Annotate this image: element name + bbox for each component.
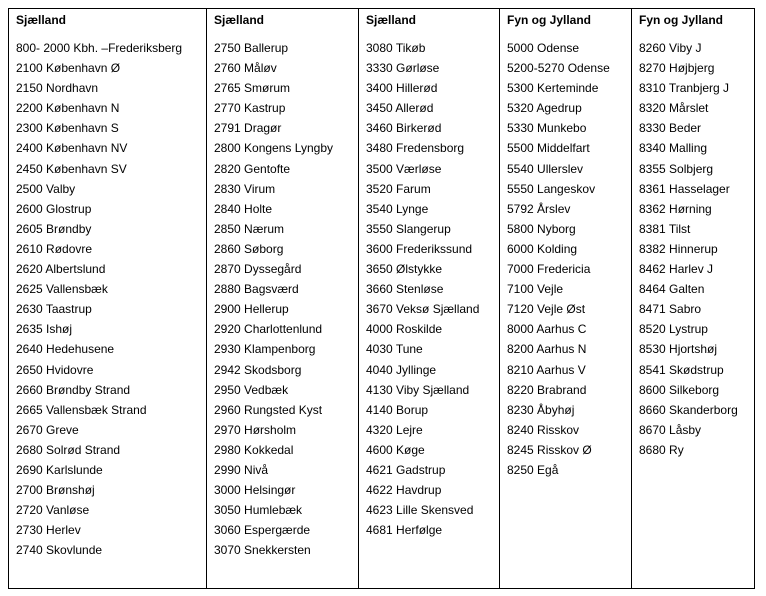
postal-entry: 5500 Middelfart	[507, 141, 590, 156]
postal-entry: 4130 Viby Sjælland	[366, 382, 470, 397]
postal-entry: 4621 Gadstrup	[366, 462, 446, 477]
postal-entry: 8270 Højbjerg	[639, 61, 715, 76]
postal-entry: 2640 Hedehusene	[16, 342, 115, 357]
column-header: Sjælland	[16, 13, 67, 27]
postal-entry: 5320 Agedrup	[507, 101, 582, 116]
postal-entry: 2820 Gentofte	[214, 161, 291, 176]
column-header: Sjælland	[214, 13, 265, 27]
postal-entry: 5540 Ullerslev	[507, 161, 584, 176]
column-header: Fyn og Jylland	[507, 13, 592, 27]
column-header: Fyn og Jylland	[639, 13, 724, 27]
postal-entry: 4030 Tune	[366, 342, 423, 357]
postal-entry: 8520 Lystrup	[639, 322, 708, 337]
postal-entry: 2760 Måløv	[214, 61, 277, 76]
postal-entry: 8660 Skanderborg	[639, 402, 738, 417]
postal-entry: 2450 København SV	[16, 161, 127, 176]
postal-entry: 2791 Dragør	[214, 121, 282, 136]
postal-entry: 3330 Gørløse	[366, 61, 440, 76]
postal-entry: 5550 Langeskov	[507, 181, 596, 196]
postal-entry: 3080 Tikøb	[366, 41, 426, 55]
postal-entry: 8361 Hasselager	[639, 181, 730, 196]
postal-list	[214, 40, 333, 562]
postal-entry: 2942 Skodsborg	[214, 362, 302, 377]
postal-entry: 2660 Brøndby Strand	[16, 382, 131, 397]
postal-entry: 4000 Roskilde	[366, 322, 443, 337]
postal-entry: 8200 Aarhus N	[507, 342, 587, 357]
postal-entry: 2850 Nærum	[214, 221, 285, 236]
postal-entry: 8310 Tranbjerg J	[639, 81, 730, 96]
postal-entry: 8000 Aarhus C	[507, 322, 587, 337]
postal-entry: 5330 Munkebo	[507, 121, 587, 136]
postal-entry: 4622 Havdrup	[366, 483, 442, 498]
postal-entry: 2625 Vallensbæk	[16, 282, 108, 297]
postal-entry: 2500 Valby	[16, 181, 76, 196]
postal-entry: 2100 København Ø	[16, 61, 121, 76]
postal-entry: 3670 Veksø Sjælland	[366, 302, 480, 317]
postal-entry: 8600 Silkeborg	[639, 382, 720, 397]
postal-entry: 8541 Skødstrup	[639, 362, 724, 377]
postal-entry: 2605 Brøndby	[16, 221, 92, 236]
postal-entry: 8462 Harlev J	[639, 262, 714, 277]
postal-entry: 2300 København S	[16, 121, 119, 136]
postal-code-table	[8, 8, 755, 589]
postal-entry: 2840 Holte	[214, 201, 273, 216]
postal-entry: 3650 Ølstykke	[366, 262, 443, 277]
postal-entry: 8260 Viby J	[639, 41, 702, 55]
postal-entry: 8471 Sabro	[639, 302, 702, 317]
column-fyn-jylland-2	[631, 9, 754, 588]
postal-entry: 3520 Farum	[366, 181, 431, 196]
postal-entry: 2670 Greve	[16, 422, 79, 437]
postal-entry: 5200-5270 Odense	[507, 61, 610, 76]
postal-entry: 4623 Lille Skensved	[366, 503, 474, 518]
postal-entry: 8340 Malling	[639, 141, 708, 156]
postal-entry: 8382 Hinnerup	[639, 241, 718, 256]
postal-entry: 3450 Allerød	[366, 101, 434, 116]
postal-entry: 3000 Helsingør	[214, 483, 296, 498]
postal-entry: 2630 Taastrup	[16, 302, 92, 317]
postal-entry: 7100 Vejle	[507, 282, 564, 297]
postal-entry: 2720 Vanløse	[16, 503, 90, 518]
postal-list	[639, 40, 738, 462]
postal-entry: 3050 Humlebæk	[214, 503, 303, 518]
postal-entry: 7000 Fredericia	[507, 262, 591, 277]
postal-list	[366, 40, 479, 542]
postal-entry: 2680 Solrød Strand	[16, 442, 121, 457]
postal-entry: 8381 Tilst	[639, 221, 691, 236]
postal-entry: 2750 Ballerup	[214, 41, 289, 55]
postal-entry: 3600 Frederikssund	[366, 241, 473, 256]
postal-entry: 8670 Låsby	[639, 422, 702, 437]
postal-entry: 2690 Karlslunde	[16, 462, 103, 477]
postal-entry: 2950 Vedbæk	[214, 382, 289, 397]
column-fyn-jylland-1	[499, 9, 631, 588]
postal-entry: 2150 Nordhavn	[16, 81, 99, 96]
postal-entry: 3500 Værløse	[366, 161, 442, 176]
postal-entry: 8220 Brabrand	[507, 382, 587, 397]
postal-entry: 3550 Slangerup	[366, 221, 451, 236]
postal-entry: 2830 Virum	[214, 181, 276, 196]
postal-entry: 2620 Albertslund	[16, 262, 106, 277]
postal-entry: 2860 Søborg	[214, 241, 284, 256]
postal-entry: 2990 Nivå	[214, 462, 269, 477]
postal-list	[507, 40, 610, 482]
postal-entry: 4320 Lejre	[366, 422, 423, 437]
postal-entry: 3400 Hillerød	[366, 81, 438, 96]
postal-entry: 2730 Herlev	[16, 523, 81, 538]
postal-entry: 8355 Solbjerg	[639, 161, 714, 176]
postal-entry: 8250 Egå	[507, 462, 559, 477]
postal-entry: 2960 Rungsted Kyst	[214, 402, 323, 417]
postal-entry: 4600 Køge	[366, 442, 425, 457]
postal-entry: 800- 2000 Kbh. –Frederiksberg	[16, 41, 183, 55]
column-sjaelland-3	[358, 9, 499, 588]
postal-list	[16, 40, 182, 562]
column-header: Sjælland	[366, 13, 417, 27]
postal-entry: 4040 Jyllinge	[366, 362, 437, 377]
postal-entry: 2650 Hvidovre	[16, 362, 94, 377]
postal-entry: 3660 Stenløse	[366, 282, 444, 297]
postal-entry: 3070 Snekkersten	[214, 543, 311, 558]
postal-entry: 8240 Risskov	[507, 422, 580, 437]
postal-entry: 8245 Risskov Ø	[507, 442, 592, 457]
postal-entry: 2900 Hellerup	[214, 302, 289, 317]
postal-entry: 2880 Bagsværd	[214, 282, 299, 297]
postal-entry: 3460 Birkerød	[366, 121, 442, 136]
postal-entry: 4681 Herfølge	[366, 523, 443, 538]
postal-entry: 2400 København NV	[16, 141, 128, 156]
postal-entry: 7120 Vejle Øst	[507, 302, 586, 317]
postal-entry: 6000 Kolding	[507, 241, 578, 256]
postal-entry: 2870 Dyssegård	[214, 262, 302, 277]
postal-entry: 4140 Borup	[366, 402, 429, 417]
postal-entry: 2200 København N	[16, 101, 120, 116]
postal-entry: 8330 Beder	[639, 121, 702, 136]
postal-entry: 2600 Glostrup	[16, 201, 92, 216]
postal-entry: 2770 Kastrup	[214, 101, 286, 116]
postal-entry: 5800 Nyborg	[507, 221, 576, 236]
postal-entry: 8320 Mårslet	[639, 101, 709, 116]
postal-entry: 2740 Skovlunde	[16, 543, 103, 558]
postal-entry: 5000 Odense	[507, 41, 580, 55]
column-sjaelland-1	[9, 9, 206, 588]
postal-entry: 5300 Kerteminde	[507, 81, 599, 96]
postal-entry: 2970 Hørsholm	[214, 422, 297, 437]
postal-entry: 2635 Ishøj	[16, 322, 73, 337]
postal-entry: 5792 Årslev	[507, 201, 571, 216]
postal-entry: 2665 Vallensbæk Strand	[16, 402, 147, 417]
postal-entry: 8230 Åbyhøj	[507, 402, 575, 417]
postal-entry: 2700 Brønshøj	[16, 483, 95, 498]
postal-entry: 2980 Kokkedal	[214, 442, 294, 457]
postal-entry: 3480 Fredensborg	[366, 141, 465, 156]
postal-entry: 3540 Lynge	[366, 201, 429, 216]
postal-entry: 2800 Kongens Lyngby	[214, 141, 333, 156]
column-sjaelland-2	[206, 9, 358, 588]
postal-entry: 8210 Aarhus V	[507, 362, 586, 377]
postal-entry: 8464 Galten	[639, 282, 705, 297]
postal-entry: 8362 Hørning	[639, 201, 712, 216]
postal-entry: 2765 Smørum	[214, 81, 291, 96]
postal-entry: 2610 Rødovre	[16, 241, 93, 256]
postal-entry: 3060 Espergærde	[214, 523, 311, 538]
postal-entry: 8680 Ry	[639, 442, 684, 457]
postal-entry: 2930 Klampenborg	[214, 342, 316, 357]
postal-entry: 2920 Charlottenlund	[214, 322, 323, 337]
postal-entry: 8530 Hjortshøj	[639, 342, 718, 357]
